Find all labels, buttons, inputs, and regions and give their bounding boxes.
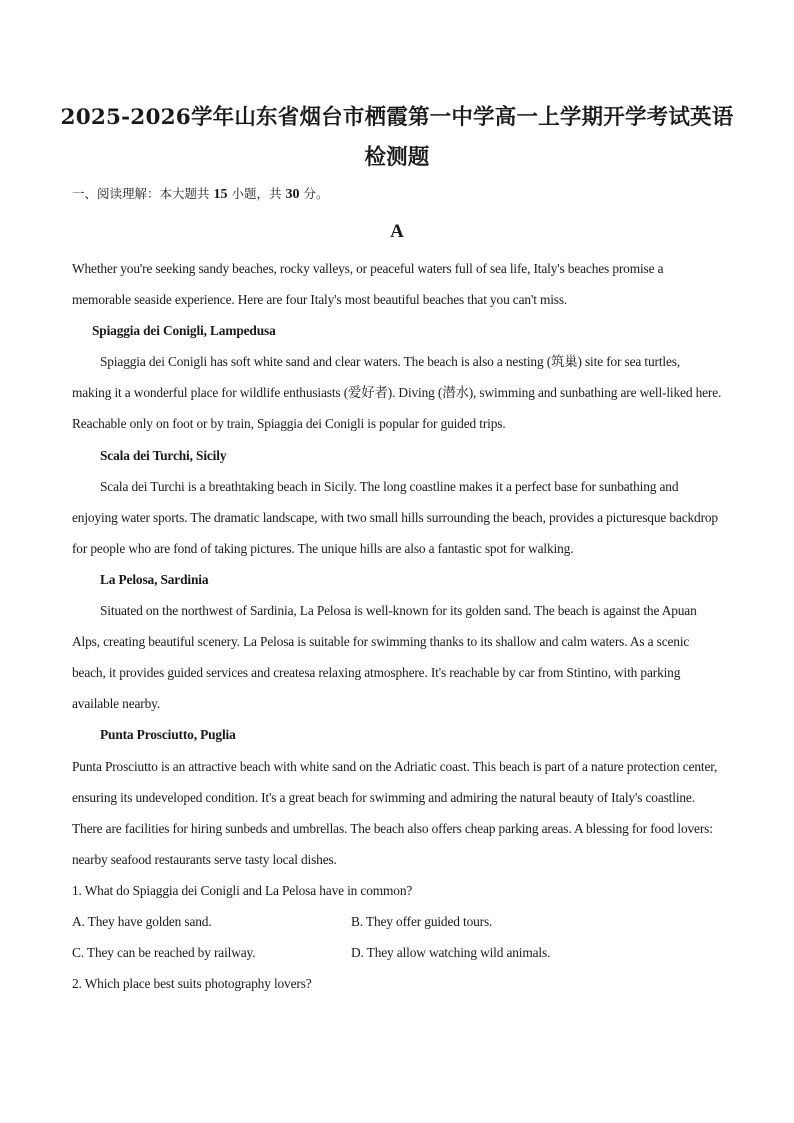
beach-description: Scala dei Turchi is a breathtaking beach in Sicily. The long coastline makes it a perfect base for sunbathing and enjoying water sports. The dramatic landscape, with two small hills surrounding the beach, provides a picturesque backdrop for people who are fond of taking pictures. The unique hills are also a fantastic spot for walking. — [72, 478, 718, 556]
beach-heading: Scala dei Turchi, Sicily — [100, 447, 227, 463]
option-a: A. They have golden sand. — [72, 913, 212, 929]
section-end: 分。 — [303, 186, 329, 201]
option-b: B. They offer guided tours. — [351, 913, 493, 929]
section-label: 一、阅读理解：本大题共 — [72, 186, 210, 201]
option-row — [72, 937, 722, 968]
exam-title-line2: 检测题 — [364, 145, 430, 170]
option-row — [72, 906, 722, 937]
option-c: C. They can be reached by railway. — [72, 945, 256, 961]
exam-title — [60, 98, 734, 178]
beach-description: Spiaggia dei Conigli has soft white sand and clear waters. The beach is also a nesting (筑巢) site for sea turtles, making it a wonderful place for wildlife enthusiasts (爱好者). Diving (潜水), swimming and sunbathing are well-liked here. Reachable only on foot or by train, Spiaggia dei Conigli is popular for guided trips. — [72, 354, 722, 432]
question-stem: 1. What do Spiaggia dei Conigli and La Pelosa have in common? — [72, 882, 413, 898]
beach-heading: La Pelosa, Sardinia — [100, 571, 209, 587]
section-heading — [72, 184, 328, 205]
passage-letter: A — [390, 221, 404, 242]
section-mid: 小题，共 — [231, 186, 282, 201]
passage-intro: Whether you're seeking sandy beaches, rocky valleys, or peaceful waters full of sea life, Italy's beaches promise a memorable seaside experience. Here are four Italy's most beautiful beaches that you can't miss. — [72, 261, 664, 308]
beach-heading: Spiaggia dei Conigli, Lampedusa — [92, 323, 276, 339]
section-question-count: 15 — [213, 187, 228, 202]
beach-description: Punta Prosciutto is an attractive beach with white sand on the Adriatic coast. This beach is part of a nature protection center, ensuring its undeveloped condition. It's a great beach for swimming and admiring the natural beauty of Italy's coastline. There are facilities for hiring sunbeds and umbrellas. The beach also offers cheap parking areas. A blessing for food lovers: nearby seafood restaurants serve tasty local dishes. — [72, 758, 718, 867]
question-stem: 2. Which place best suits photography lovers? — [72, 976, 312, 992]
option-d: D. They allow watching wild animals. — [351, 945, 551, 961]
beach-heading: Punta Prosciutto, Puglia — [100, 727, 236, 743]
section-score: 30 — [285, 187, 300, 202]
reading-passage — [72, 253, 722, 999]
beach-description: Situated on the northwest of Sardinia, La Pelosa is well-known for its golden sand. The beach is against the Apuan Alps, creating beautiful scenery. La Pelosa is suitable for swimming thanks to its shallow and calm waters. As a scenic beach, it provides guided services and createsa relaxing atmosphere. It's reachable by car from Stintino, with parking available nearby. — [72, 603, 697, 712]
exam-title-line1: 2025-2026学年山东省烟台市栖霞第一中学高一上学期开学考试英语 — [60, 105, 734, 130]
